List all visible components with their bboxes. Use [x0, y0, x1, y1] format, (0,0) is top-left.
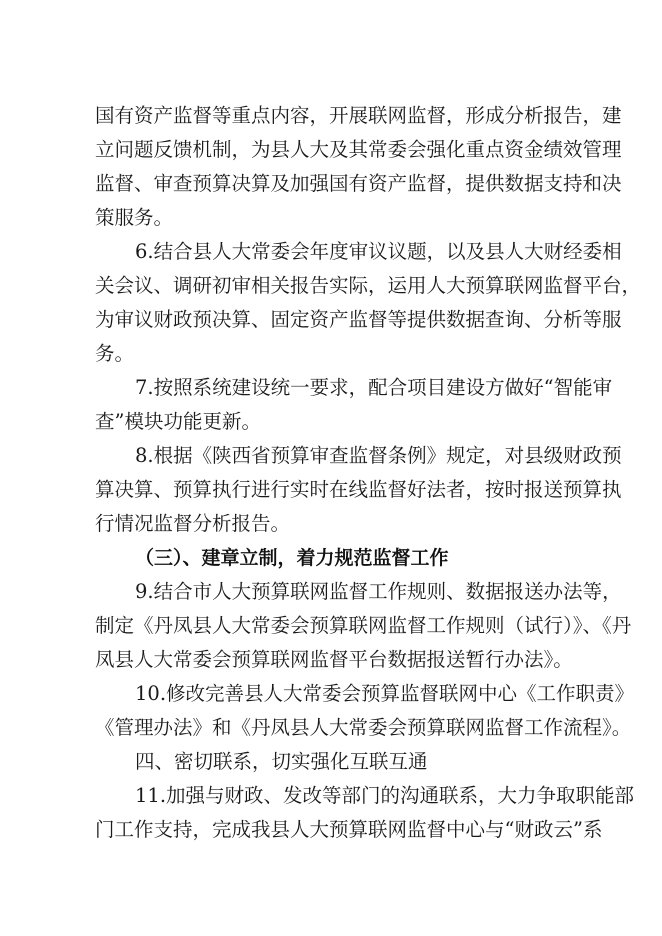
body-text-line: 关会议、调研初审相关报告实际，运用人大预算联网监督平台，	[95, 274, 642, 297]
paragraph-8-first-line: 8.根据《陕西省预算审查监督条例》规定，对县级财政预	[135, 444, 622, 467]
paragraph-11-first-line: 11.加强与财政、发改等部门的沟通联系，大力争取职能部	[135, 784, 635, 807]
body-text-line: 国有资产监督等重点内容，开展联网监督，形成分析报告，建	[95, 104, 622, 127]
body-text-line: 凤县人大常委会预算联网监督平台数据报送暂行办法》。	[95, 648, 573, 671]
body-text-line: 行情况监督分析报告。	[95, 512, 291, 535]
paragraph-9-first-line: 9.结合市人大预算联网监督工作规则、数据报送办法等，	[135, 580, 622, 603]
body-text-line: 门工作支持，完成我县人大预算联网监督中心与“财政云”系	[95, 818, 603, 841]
paragraph-10-first-line: 10.修改完善县人大常委会预算监督联网中心《工作职责》	[135, 682, 635, 705]
body-text-line: 为审议财政预决算、固定资产监督等提供数据查询、分析等服	[95, 308, 622, 331]
paragraph-6-first-line: 6.结合县人大常委会年度审议议题，以及县人大财经委相	[135, 240, 622, 263]
body-text-line: 立问题反馈机制，为县人大及其常委会强化重点资金绩效管理	[95, 138, 622, 161]
body-text-line: 查”模块功能更新。	[95, 410, 261, 433]
body-text-line: 《管理办法》和《丹凤县人大常委会预算联网监督工作流程》。	[95, 716, 632, 739]
body-text-line: 策服务。	[95, 206, 174, 229]
body-text-line: 制定《丹凤县人大常委会预算联网监督工作规则（试行）》、《丹	[95, 614, 632, 637]
paragraph-7-first-line: 7.按照系统建设统一要求，配合项目建设方做好“智能审	[135, 376, 613, 399]
section-heading-3: （三）、建章立制，着力规范监督工作	[135, 547, 449, 569]
body-text-line: 监督、审查预算决算及加强国有资产监督，提供数据支持和决	[95, 172, 622, 195]
body-text-line: 算决算、预算执行进行实时在线监督好法者，按时报送预算执	[95, 478, 622, 501]
body-text-line: 务。	[95, 342, 135, 365]
section-heading-4: 四、密切联系，切实强化互联互通	[135, 750, 428, 773]
